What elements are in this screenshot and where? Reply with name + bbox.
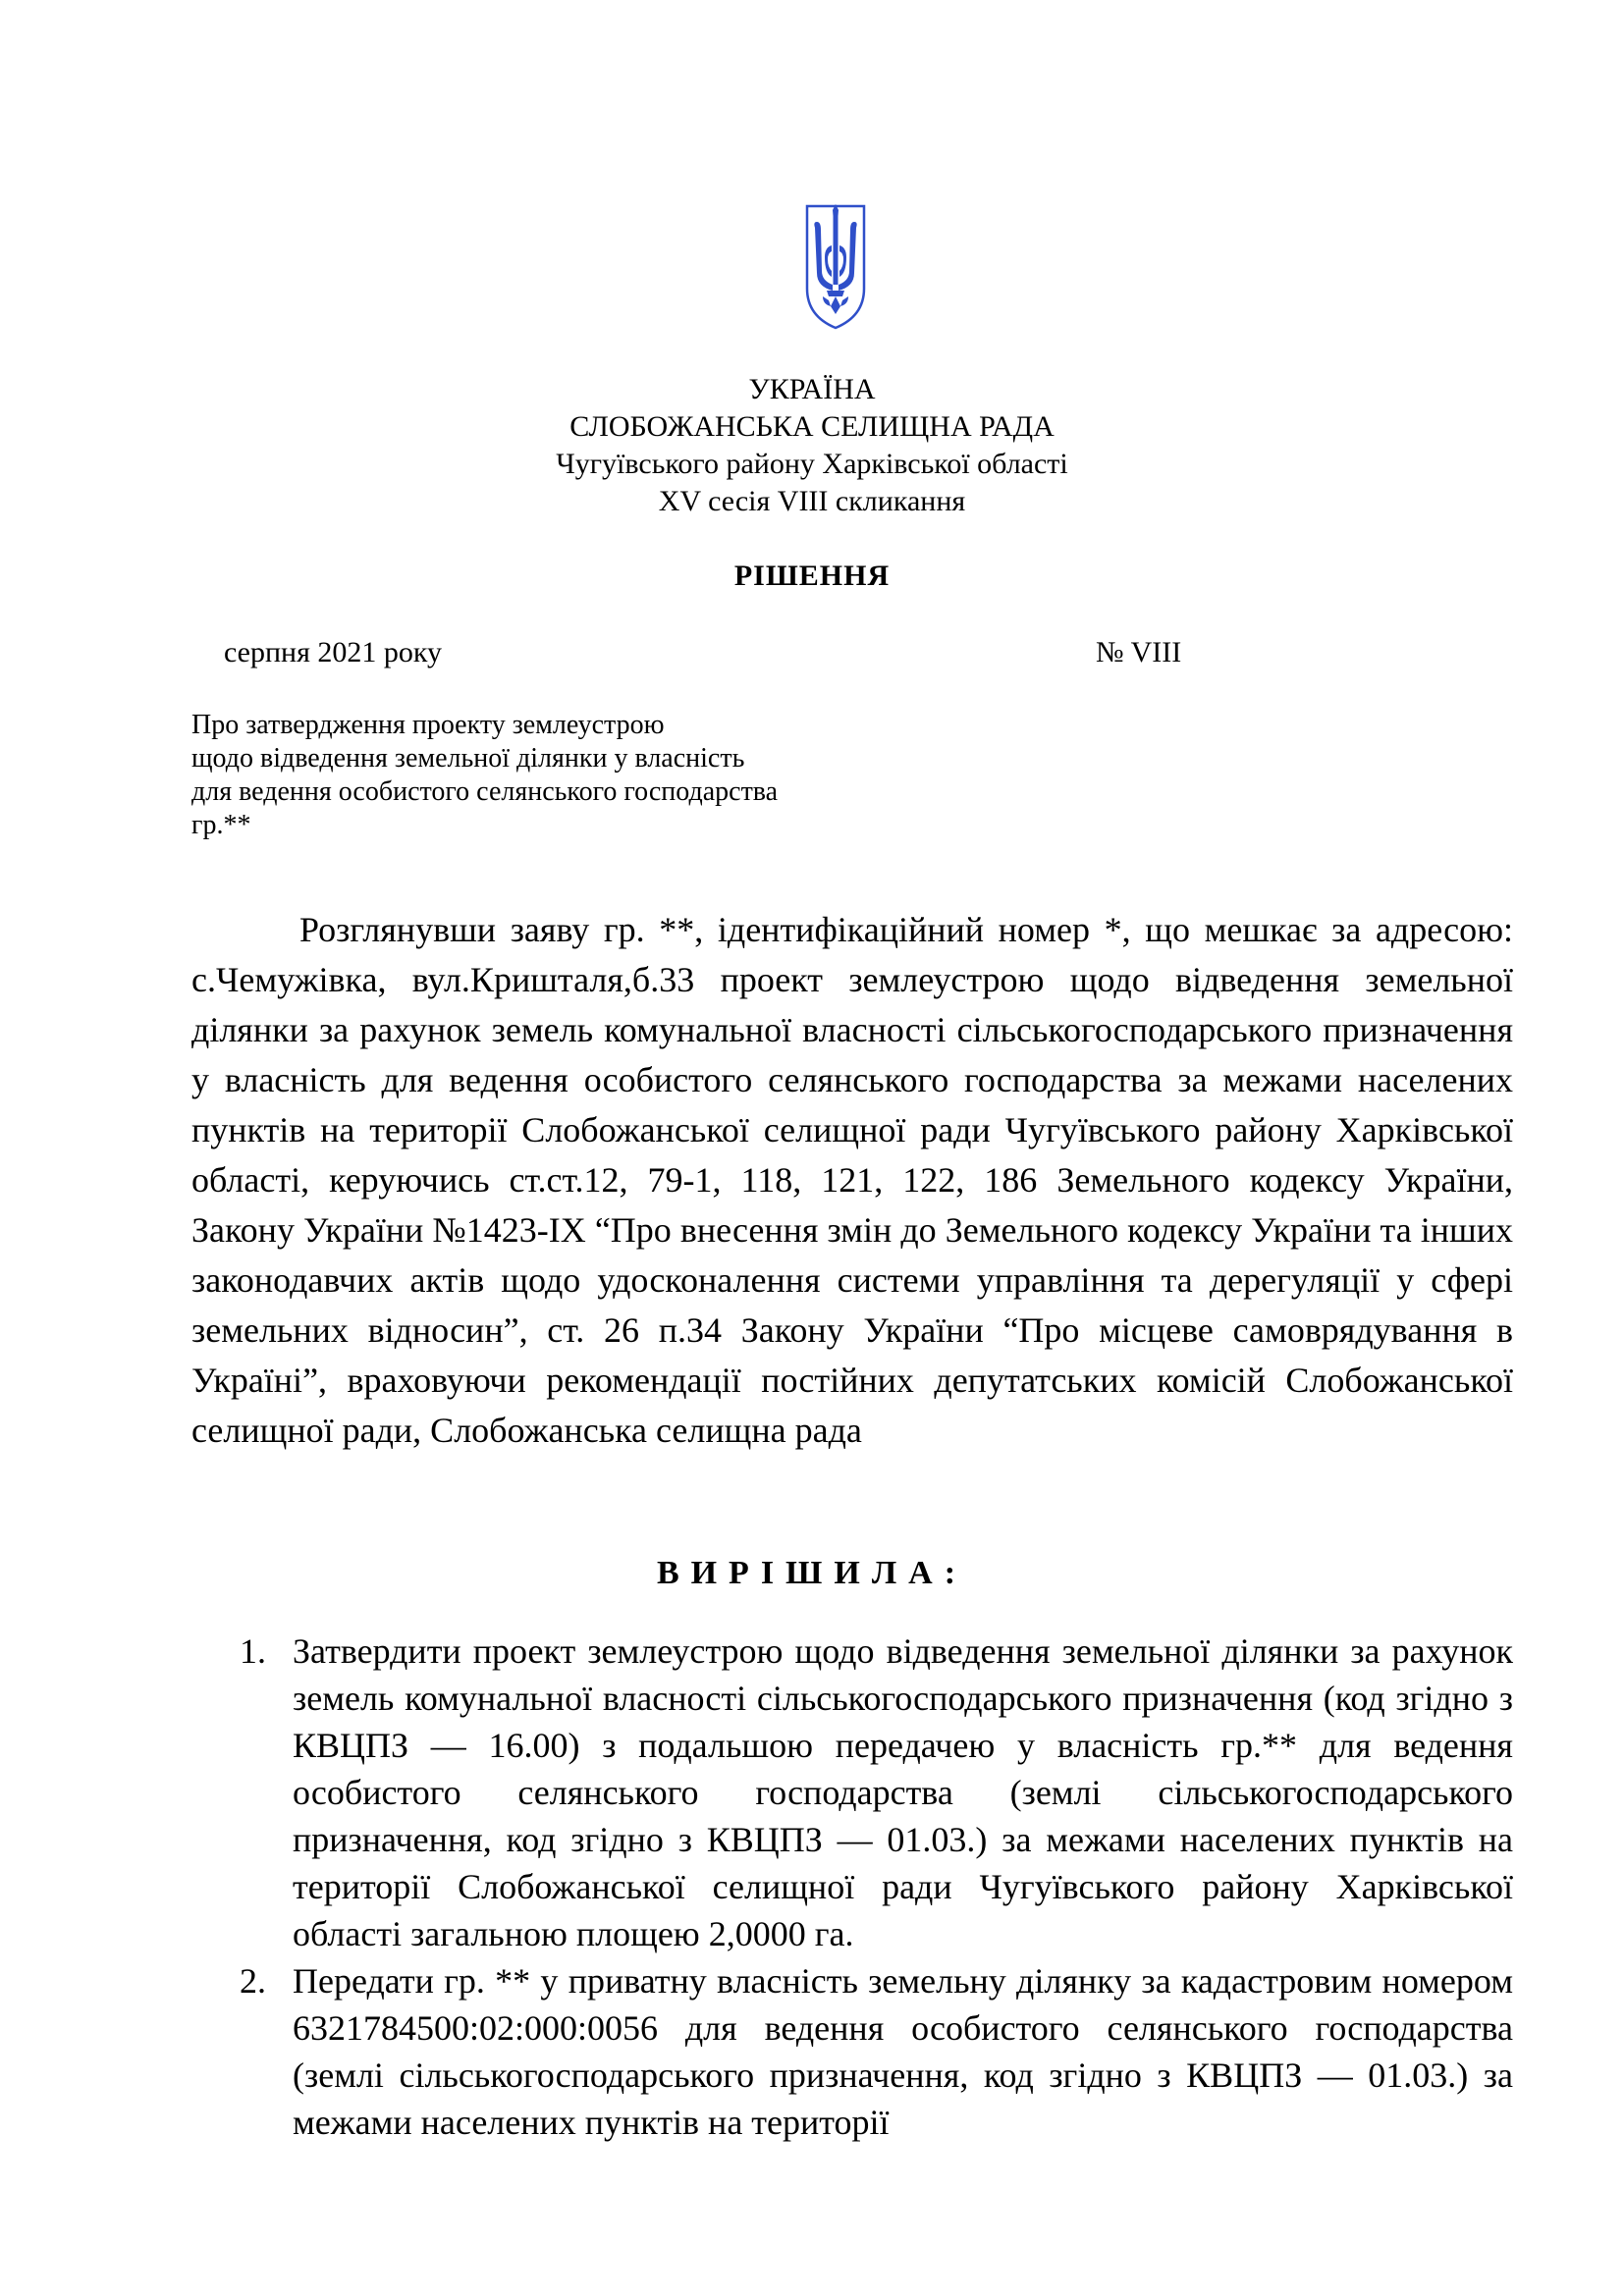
trident-coat-of-arms-icon — [803, 202, 868, 332]
list-item — [240, 1628, 1513, 1957]
header-session: XV сесія VIII скликання — [658, 485, 966, 517]
preamble-paragraph — [191, 905, 1513, 1456]
decision-number: № VIII — [1096, 636, 1182, 668]
list-item — [240, 1957, 1513, 2146]
header-country: УКРАЇНА — [748, 373, 876, 405]
list-item-number: 2. — [240, 1961, 266, 2001]
list-item-text: Затвердити проект землеустрою щодо відведення земельної ділянки за рахунок земель комунальної власності сільськогосподарського призначення (код згідно з КВЦПЗ — 16.00) з подальшою передачею у власність гр.** для ведення особистого селянського господарства (землі сільськогосподарського призначення, код згідно з КВЦПЗ — 01.03.) за межами населених пунктів на території Слобожанської селищної ради Чугуївського району Харківської області загальною площею 2,0000 га. — [293, 1631, 1513, 1953]
subject-line: для ведення особистого селянського господарства — [191, 776, 779, 807]
header-region: Чугуївського району Харківської області — [556, 448, 1068, 480]
decision-title: РІШЕННЯ — [733, 560, 891, 592]
list-item-text: Передати гр. ** у приватну власність земельну ділянку за кадастровим номером 6321784500:02:000:0056 для ведення особистого селянського господарства (землі сільськогосподарського призначення, код згідно з КВЦПЗ — 01.03.) за межами населених пунктів на території — [293, 1961, 1513, 2142]
decision-items-list — [240, 1628, 1513, 2146]
decision-date: серпня 2021 року — [224, 636, 443, 668]
decision-subject — [191, 709, 778, 842]
header-council: СЛОБОЖАНСЬКА СЕЛИЩНА РАДА — [569, 410, 1055, 443]
subject-line: Про затвердження проекту землеустрою — [191, 710, 665, 740]
resolved-heading: ВИРІШИЛА: — [656, 1555, 968, 1591]
subject-line: щодо відведення земельної ділянки у власність — [191, 743, 745, 774]
subject-line: гр.** — [191, 810, 251, 840]
preamble-text: Розглянувши заяву гр. **, ідентифікаційний номер *, що мешкає за адресою: с.Чемужівка, вул.Кришталя,б.33 проект землеустрою щодо відведення земельної ділянки за рахунок земель комунальної власності сільськогосподарського призначення у власність для ведення особистого селянського господарства за межами населених пунктів на території Слобожанської селищної ради Чугуївського району Харківської області, керуючись ст.ст.12, 79-1, 118, 121, 122, 186 Земельного кодексу України, Закону України №1423-IX “Про внесення змін до Земельного кодексу України та інших законодавчих актів щодо удосконалення системи управління та дерегуляції у сфері земельних відносин”, ст. 26 п.34 Закону України “Про місцеве самоврядування в Україні”, враховуючи рекомендації постійних депутатських комісій Слобожанської селищної ради, Слобожанська селищна рада — [191, 910, 1513, 1450]
list-item-number: 1. — [240, 1631, 266, 1671]
header-block — [0, 371, 1624, 520]
